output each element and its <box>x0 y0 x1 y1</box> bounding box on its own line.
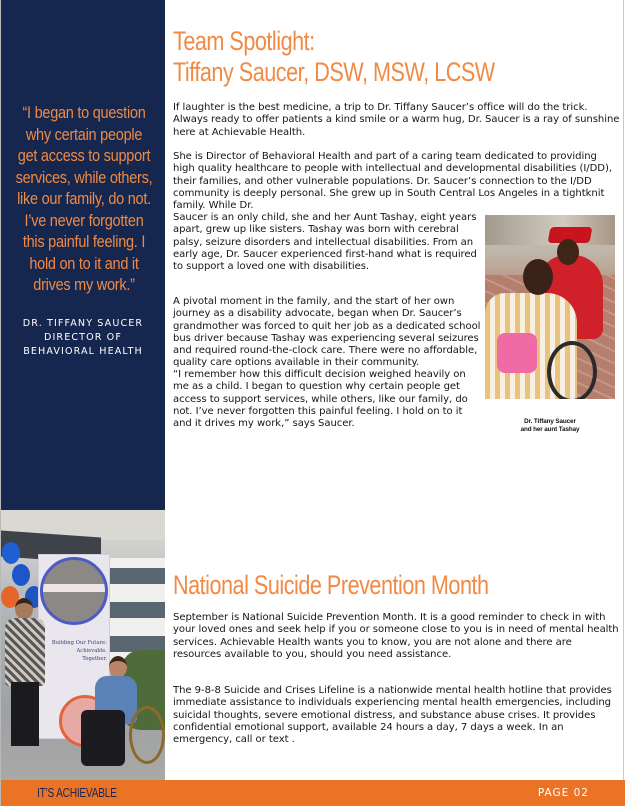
attribution-title-line1: DIRECTOR OF <box>44 332 122 343</box>
banner-photo-circle <box>40 557 108 625</box>
attribution-title-line2: BEHAVIORAL HEALTH <box>23 346 143 357</box>
prevention-intro-paragraph: September is National Suicide Prevention Month. It is a good reminder to check in with your loved ones and seek help if you or someone close to you is in need of mental health services. Achievable Health wants you to know, you are not alone and there are resources available to you, should you need assistance. <box>173 612 619 660</box>
footer-brand-label: IT’S ACHIEVABLE <box>37 785 117 800</box>
spotlight-aunt-paragraph: Saucer is an only child, she and her Aunt Tashay, eight years apart, grew up like sisters. Tashay was born with cerebral palsy, seizure disorders and intellectual disabilities. From an early age, Dr. Saucer experienced first-hand what is required to support a loved one with disabilities. <box>173 212 477 273</box>
page-right-border <box>623 0 624 780</box>
spotlight-photo-caption <box>488 418 612 433</box>
pink-bag <box>497 333 537 373</box>
spotlight-quote-paragraph: “I remember how this difficult decision weighed heavily on me as a child. I began to question why certain people get access to support services, while others, like our family, do not. I’ve never forgotten this painful feeling. I hold on to it and it drives my work,” says Saucer. <box>173 369 468 430</box>
spotlight-director-paragraph <box>173 151 621 212</box>
banner-sign <box>43 584 108 592</box>
prevention-lifeline-paragraph: The 9-8-8 Suicide and Crises Lifeline is a nationwide mental health hotline that provides immediate assistance to individuals experiencing mental health emergencies, including suicidal thoughts, severe emotional distress, and substance abuse crises. It provides confidential emotional support, available 24 hours a day, 7 days a week. In an emergency, call or text . <box>173 685 612 746</box>
prevention-title: National Suicide Prevention Month <box>173 570 489 600</box>
caption-line1: Dr. Tiffany Saucer <box>524 418 576 425</box>
page-left-border <box>0 0 1 806</box>
balloon-blue <box>12 564 30 586</box>
wheelchair-wheel <box>547 341 597 399</box>
pull-quote-panel <box>1 0 165 510</box>
person-face <box>557 239 579 265</box>
person-dress <box>81 710 125 766</box>
person-legs <box>11 682 39 746</box>
balloon-blue <box>2 542 20 564</box>
spotlight-title-line1: Team Spotlight: <box>173 26 315 56</box>
spotlight-intro-paragraph: If laughter is the best medicine, a trip to Dr. Tiffany Saucer’s office will do the trick. Always ready to offer patients a kind smile or a warm hug, Dr. Saucer is a ray of sunshine here at Achievable Health. <box>173 102 620 138</box>
spotlight-title-line2: Tiffany Saucer, DSW, MSW, LCSW <box>173 57 495 87</box>
event-photo <box>1 510 165 780</box>
person-face <box>523 259 553 295</box>
banner-line: Together. <box>82 656 107 662</box>
banner-text <box>43 639 107 663</box>
person-head <box>109 656 127 678</box>
page-number: PAGE 02 <box>537 787 589 799</box>
banner-line: Building Our Future: <box>51 640 107 646</box>
person-head <box>15 598 33 620</box>
attribution-name: DR. TIFFANY SAUCER <box>22 318 144 329</box>
director-paragraph-part1: She is Director of Behavioral Health and part of a caring team dedicated to providing high quality healthcare to people with intellectual and developmental disabilities (I/DD), their families, and other vulnerable populations. Dr. Saucer’s connection to the I/DD community is deeply personal. She grew up in South Central Los Angeles in a tightknit family. While Dr. <box>173 151 613 212</box>
pull-quote-attribution <box>1 317 165 359</box>
pull-quote-text: “I began to question why certain people get access to support services, while others, like our family, do not. I’ve never forgotten this painful feeling. I hold on to it and it drives my work.” <box>15 104 153 294</box>
page-footer <box>1 780 625 806</box>
person-body <box>5 618 45 686</box>
caption-line2: and her aunt Tashay <box>520 425 580 433</box>
banner-line: Achievable. <box>76 648 107 654</box>
spotlight-photo <box>485 215 615 399</box>
spotlight-pivotal-paragraph: A pivotal moment in the family, and the start of her own journey as a disability advocate, began when Dr. Saucer’s grandmother was forced to quit her job as a dedicated school bus driver because Tashay was experiencing several seizures and required round-the-clock care. There were no affordable, quality care options available in their community. <box>173 296 481 369</box>
wheelchair-wheel <box>129 706 165 764</box>
spotlight-title <box>173 26 495 88</box>
